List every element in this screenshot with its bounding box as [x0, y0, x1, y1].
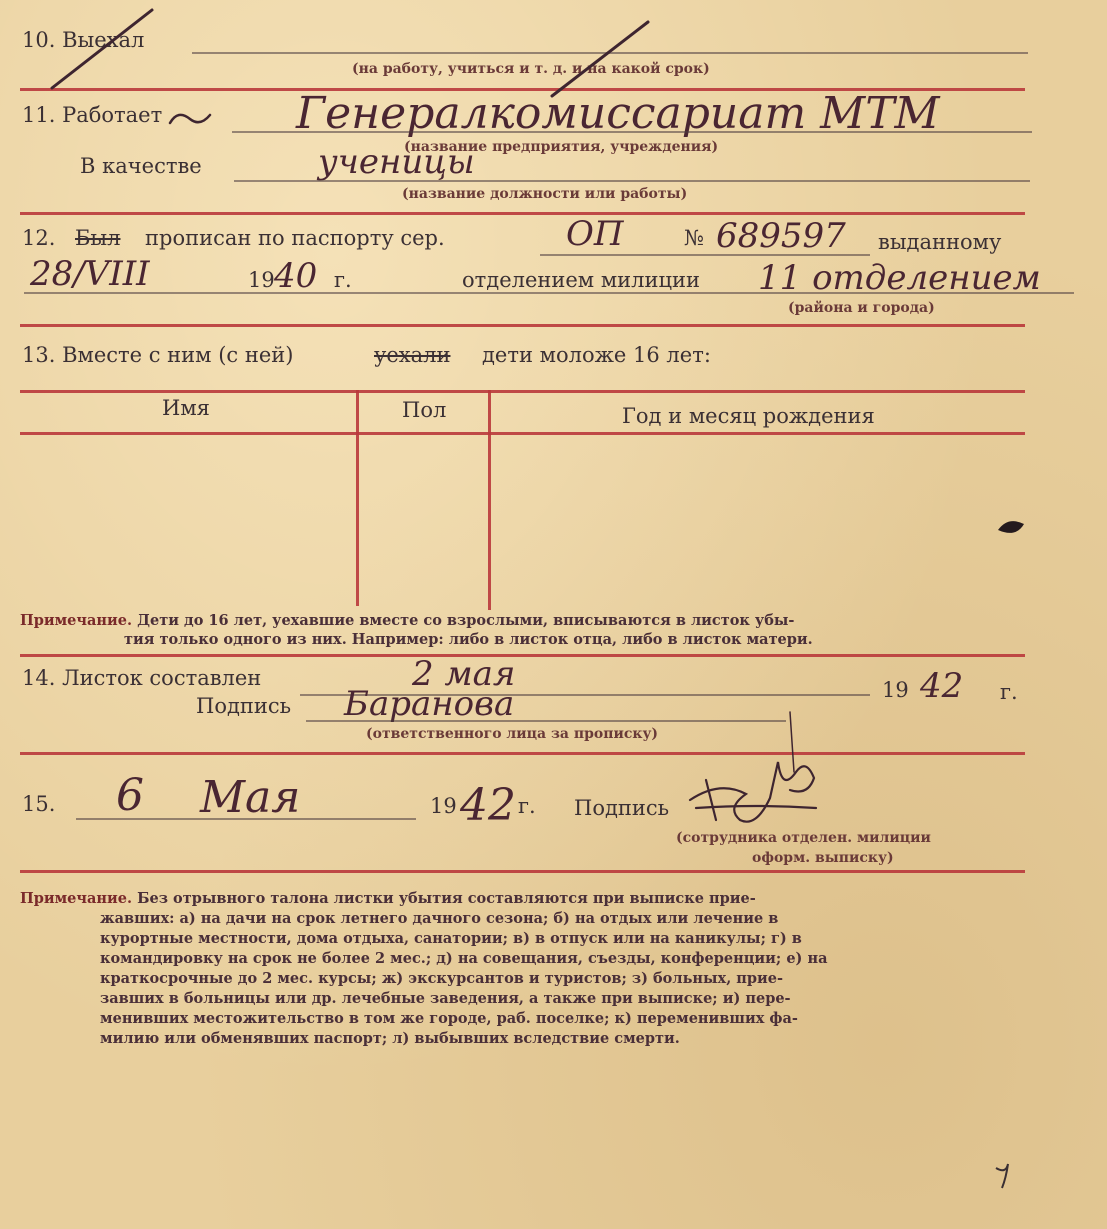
s13-pre: 13. Вместе с ним (с ней) — [22, 343, 294, 367]
s11-workplace-hint: (название предприятия, учреждения) — [404, 139, 719, 155]
s11-role-line — [234, 180, 1030, 182]
s15-label: 15. — [22, 792, 56, 816]
s15-month: Мая — [200, 772, 301, 823]
s14-date: 2 мая — [412, 654, 516, 694]
rule-11 — [20, 212, 1025, 215]
col-name-header: Имя — [162, 396, 210, 420]
s14-sign-line — [306, 720, 786, 722]
note2-label: Примечание. — [20, 890, 133, 907]
s15-sign-label: Подпись — [574, 796, 670, 820]
note2-line-1 — [20, 890, 756, 908]
note2-text-6: менивших местожительство в том же городе, раб. поселке; к) переменивших фа- — [100, 1010, 798, 1027]
table-header-rule — [20, 432, 1025, 435]
note1-line1 — [20, 612, 794, 630]
s13-post: дети моложе 16 лет: — [482, 343, 711, 367]
s10-fill-line — [192, 52, 1028, 54]
s14-year-suffix: г. — [1000, 680, 1018, 704]
rule-note1 — [20, 654, 1025, 657]
s12-issue-date: 28/VIII — [30, 254, 150, 294]
s11-fill-line — [232, 131, 1032, 133]
s12-series-line — [540, 254, 870, 256]
s15-day: 6 — [116, 770, 144, 821]
strike-slash-2 — [552, 22, 648, 96]
s15-year: 42 — [460, 780, 516, 831]
s13-struck: уехали — [374, 343, 451, 367]
s12-police-dept: 11 отделением — [758, 258, 1041, 298]
note2-text-5: завших в больницы или др. лечебные заведения, а также при выписке; и) пере- — [100, 990, 791, 1007]
s14-sign-label: Подпись — [196, 694, 292, 718]
s12-police-hint: (района и города) — [788, 300, 935, 316]
note1-label: Примечание. — [20, 612, 133, 629]
note1-text-2: тия только одного из них. Например: либо в листок отца, либо в листок матери. — [124, 631, 813, 648]
s11-role-hint: (название должности или работы) — [402, 186, 688, 202]
col-sex-header: Пол — [402, 398, 447, 422]
table-divider-1 — [356, 390, 359, 606]
s12-date-line — [24, 292, 1074, 294]
s12-number: 12. — [22, 226, 56, 250]
s11-label: 11. Работает — [22, 103, 163, 127]
s12-series: ОП — [566, 214, 624, 254]
s12-year-suffix: г. — [334, 268, 352, 292]
note2-text-0: Без отрывного талона листки убытия составляются при выписке прие- — [137, 890, 756, 907]
table-top-rule — [20, 390, 1025, 393]
s11-role-label: В качестве — [80, 154, 202, 178]
note2-text-7: милию или обменявших паспорт; л) выбывших вследствие смерти. — [100, 1030, 680, 1047]
s15-hint-1: (сотрудника отделен. милиции — [676, 830, 931, 846]
s12-lead-struck: Был — [75, 226, 121, 250]
s10-label: 10. Выехал — [22, 28, 145, 52]
officer-signature-scribble — [690, 712, 816, 822]
s10-hint: (на работу, учиться и т. д. и на какой срок) — [352, 61, 710, 77]
s12-police-label: отделением милиции — [462, 268, 700, 292]
s12-passport-number: 689597 — [716, 216, 846, 256]
s15-date-line — [76, 818, 416, 820]
s12-issued: выданному — [878, 230, 1002, 254]
note2-text-4: краткосрочные до 2 мес. курсы; ж) экскурсантов и туристов; з) больных, прие- — [100, 970, 784, 987]
note2-text-2: курортные местности, дома отдыха, санатории; в) в отпуск или на каникулы; г) в — [100, 930, 802, 947]
s15-hint-2: оформ. выписку) — [752, 850, 894, 866]
s12-lead: прописан по паспорту сер. — [145, 226, 445, 250]
table-divider-2 — [488, 390, 491, 610]
ink-spot — [998, 521, 1024, 533]
s14-year: 42 — [920, 666, 964, 706]
s15-year-suffix: г. — [518, 794, 536, 818]
s12-year: 40 — [274, 256, 318, 296]
s14-year-prefix: 19 — [882, 678, 909, 702]
note2-text-3: командировку на срок не более 2 мес.; д) на совещания, съезды, конференции; е) на — [100, 950, 828, 967]
s11-role: ученицы — [318, 142, 475, 182]
corner-mark — [996, 1164, 1008, 1188]
s11-workplace: Генералкомиссариат МТМ — [296, 88, 940, 139]
s14-label: 14. Листок составлен — [22, 666, 262, 690]
ending-scribble — [170, 115, 210, 123]
rule-12 — [20, 324, 1025, 327]
rule-14 — [20, 752, 1025, 755]
s14-signature: Баранова — [344, 684, 515, 724]
note1-text-1: Дети до 16 лет, уехавшие вместе со взрослыми, вписываются в листок убы- — [137, 612, 795, 629]
s12-num-label: № — [684, 226, 704, 250]
rule-15 — [20, 870, 1025, 873]
note2-text-1: жавших: а) на дачи на срок летнего дачного сезона; б) на отдых или лечение в — [100, 910, 779, 927]
col-birth-header: Год и месяц рождения — [622, 404, 875, 428]
s12-year-prefix: 19 — [248, 268, 275, 292]
s14-sign-hint: (ответственного лица за прописку) — [366, 726, 659, 742]
s15-year-prefix: 19 — [430, 794, 457, 818]
